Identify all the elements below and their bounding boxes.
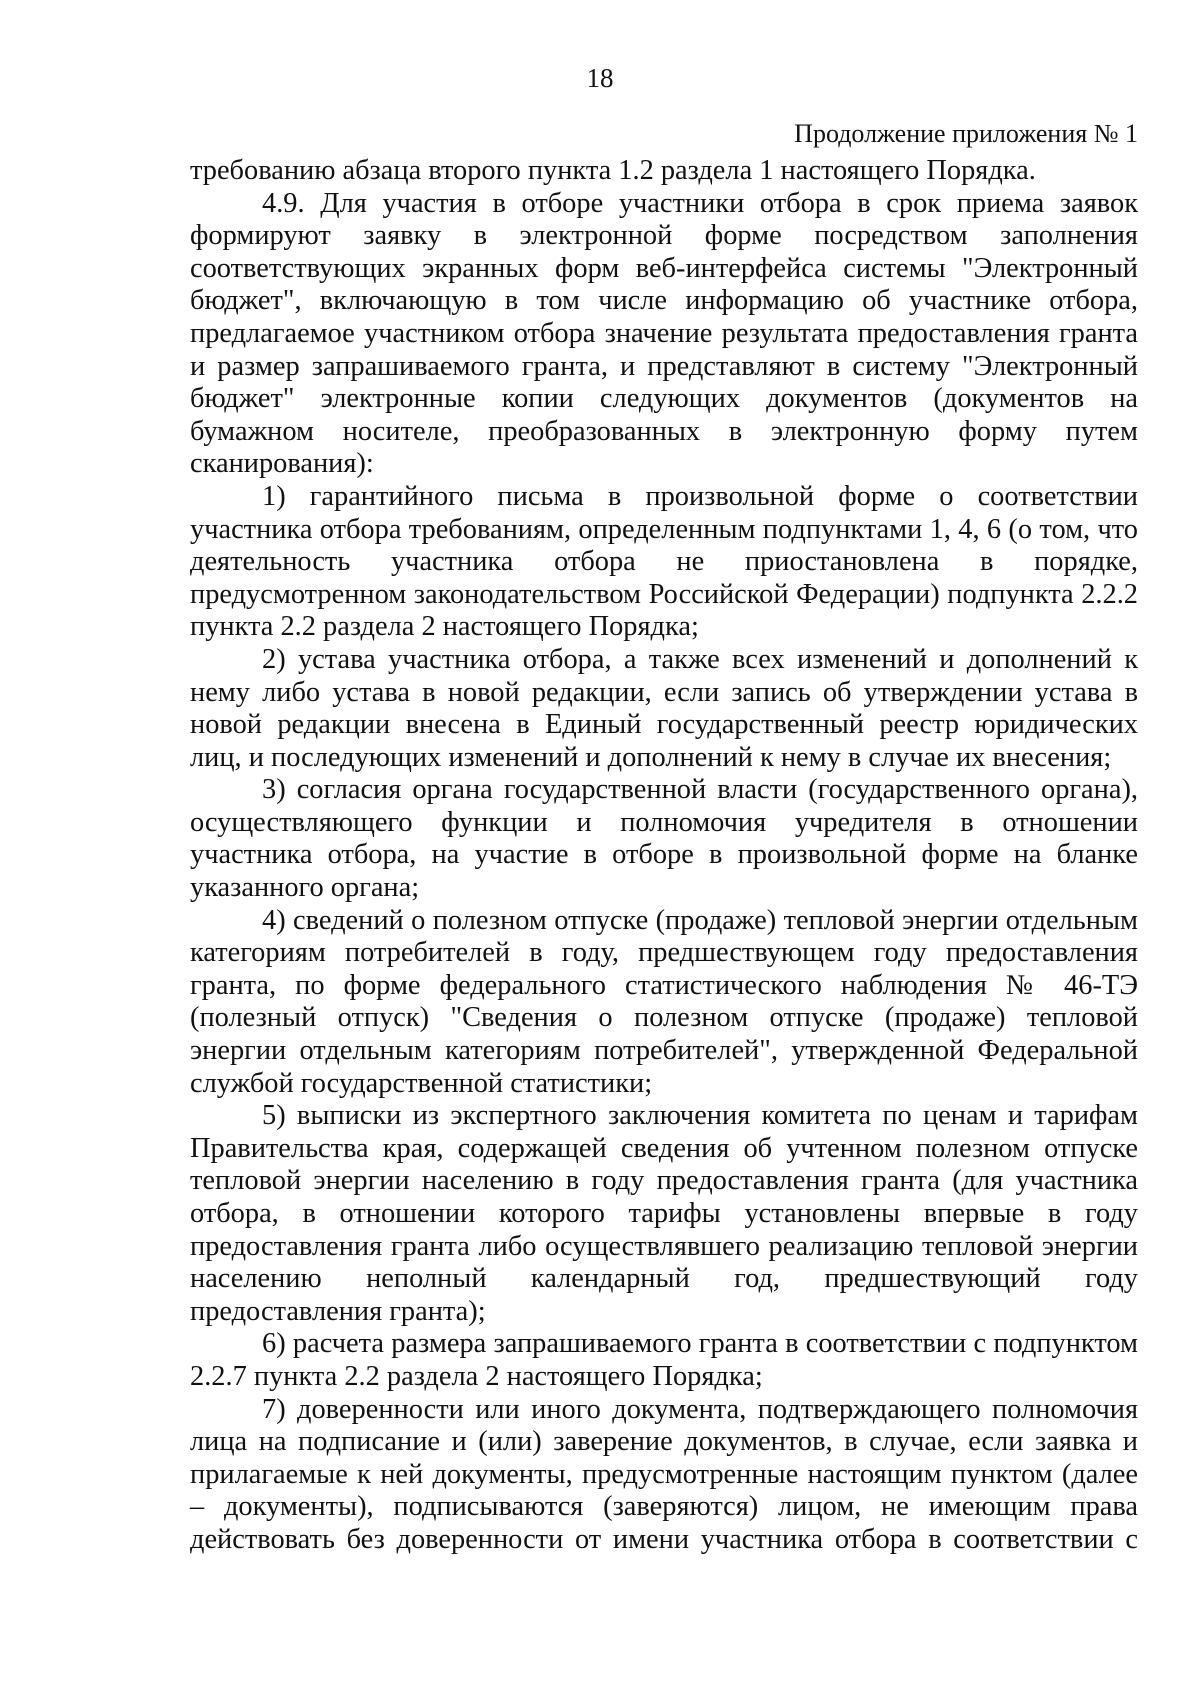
paragraph-continuation: требованию абзаца второго пункта 1.2 раздела 1 настоящего Порядка. (190, 155, 1036, 186)
list-item-2: 2) устава участника отбора, а также всех изменений и дополнений к нему либо устава в новой редакции, если запись об утверждении устава в новой редакции внесена в Единый государственный реестр юридических лиц, и последующих изменений и дополнений к нему в случае их внесения; (190, 643, 1138, 773)
list-item-1: 1) гарантийного письма в произвольной форме о соответствии участника отбора требованиям, определенным подпунктами 1, 4, 6 (о том, что деятельность участника отбора не приостановлена в порядке, предусмотренном законодательством Российской Федерации) подпункта 2.2.2 пункта 2.2 раздела 2 настоящего Порядка; (190, 480, 1138, 643)
paragraph-4-9: 4.9. Для участия в отборе участники отбора в срок приема заявок формируют заявку в электронной форме посредством заполнения соответствующих экранных форм веб-интерфейса системы "Электронный бюджет", включающую в том числе информацию об участнике отбора, предлагаемое участником отбора значение результата предоставления гранта и размер запрашиваемого гранта, и представляют в систему "Электронный бюджет" электронные копии следующих документов (документов на бумажном носителе, преобразованных в электронную форму путем сканирования): (190, 187, 1138, 480)
list-item-7: 7) доверенности или иного документа, подтверждающего полномочия лица на подписание и (или) заверение документов, в случае, если заявка и прилагаемые к ней документы, предусмотренные настоящим пунктом (далее – документы), подписываются (заверяются) лицом, не имеющим права действовать без доверенности от имени участника отбора в соответствии с (190, 1393, 1138, 1555)
list-item-4: 4) сведений о полезном отпуске (продаже) тепловой энергии отдельным категориям потребителей в году, предшествующем году предоставления гранта, по форме федерального статистического наблюдения № 46-ТЭ (полезный отпуск) "Сведения о полезном отпуске (продаже) тепловой энергии отдельным категориям потребителей", утвержденной Федеральной службой государственной статистики; (190, 904, 1138, 1099)
page-number: 18 (586, 63, 614, 93)
document-body (190, 155, 1138, 1557)
appendix-continuation-note: Продолжение приложения № 1 (794, 119, 1138, 148)
list-item-6: 6) расчета размера запрашиваемого гранта в соответствии с подпунктом 2.2.7 пункта 2.2 раздела 2 настоящего Порядка; (190, 1328, 1138, 1392)
list-item-3: 3) согласия органа государственной власти (государственного органа), осуществляющего функции и полномочия учредителя в отношении участника отбора, на участие в отборе в произвольной форме на бланке указанного органа; (190, 774, 1138, 904)
list-item-5: 5) выписки из экспертного заключения комитета по ценам и тарифам Правительства края, содержащей сведения об учтенном полезном отпуске тепловой энергии населению в году предоставления гранта (для участника отбора, в отношении которого тарифы установлены впервые в году предоставления гранта либо осуществлявшего реализацию тепловой энергии населению неполный календарный год, предшествующий году предоставления гранта); (190, 1100, 1138, 1327)
